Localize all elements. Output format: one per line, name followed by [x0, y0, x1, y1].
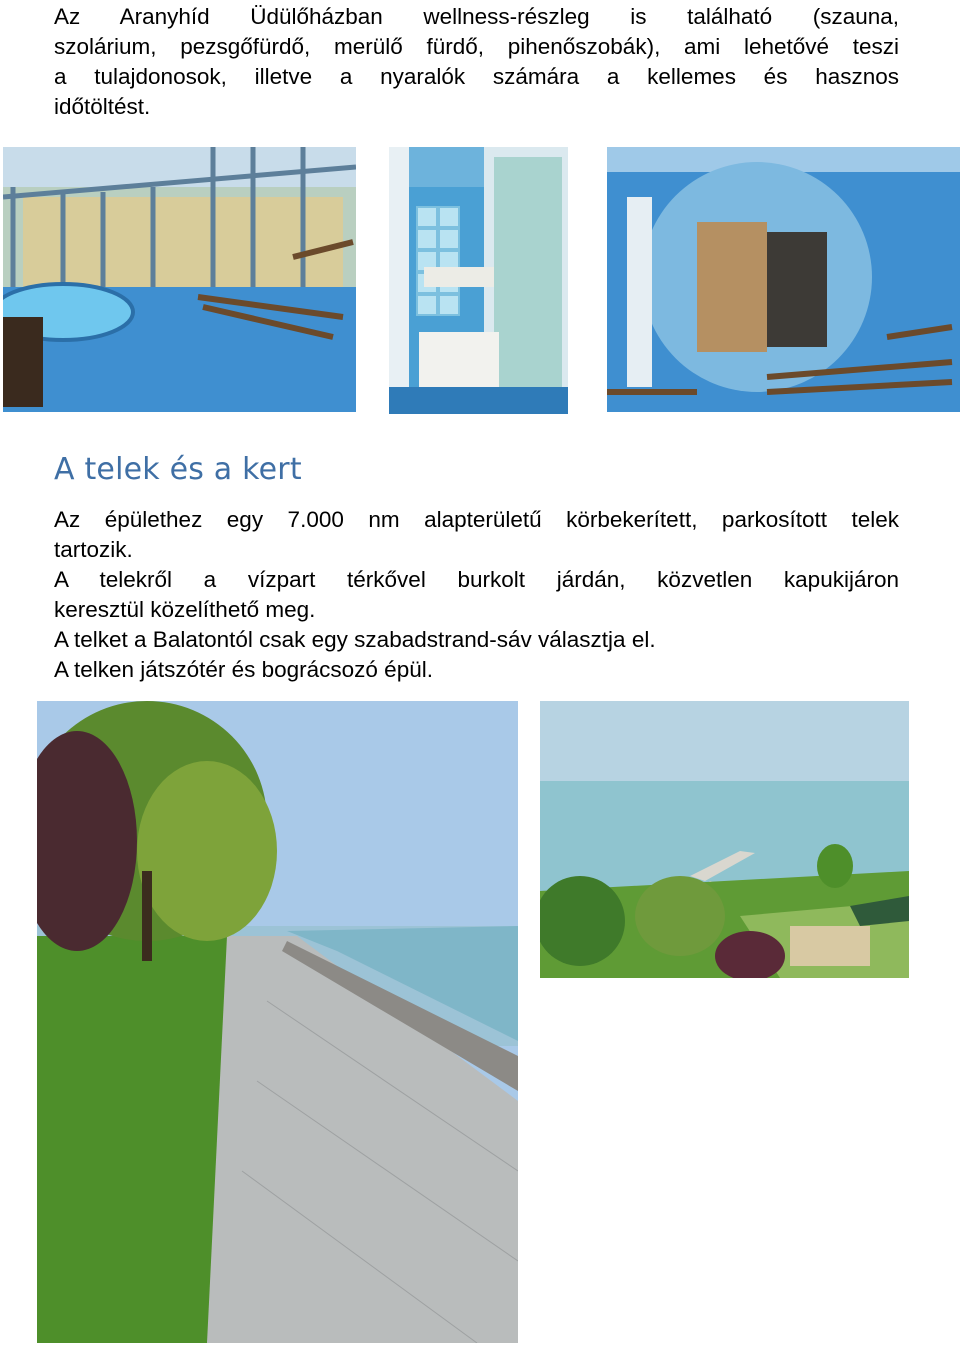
intro-line: időtöltést. — [54, 94, 151, 119]
access-line: A telekről a vízpart térkővel burkolt járdán, közvetlen kapukijáron — [54, 567, 899, 592]
intro-paragraph — [54, 2, 899, 122]
plot-line: Az épülethez egy 7.000 nm alapterületű körbekerített, parkosított telek — [54, 507, 899, 532]
photo-lake-aerial — [540, 701, 909, 978]
beach-paragraph: A telket a Balatontól csak egy szabadstrand-sáv választja el. — [54, 627, 656, 652]
intro-line: szolárium, pezsgőfürdő, merülő fürdő, pihenőszobák), ami lehetővé teszi — [54, 34, 899, 59]
access-line: keresztül közelíthető meg. — [54, 597, 316, 622]
plot-line: tartozik. — [54, 537, 133, 562]
intro-line: Az Aranyhíd Üdülőházban wellness-részleg is található (szauna, — [54, 4, 899, 29]
playground-paragraph: A telken játszótér és bográcsozó épül. — [54, 657, 433, 682]
intro-line: a tulajdonosok, illetve a nyaralók számára a kellemes és hasznos — [54, 64, 899, 89]
photo-indoor-pool — [3, 147, 356, 412]
section-heading: A telek és a kert — [54, 452, 302, 487]
photo-lakeside-promenade — [37, 701, 518, 1343]
photo-sauna-arch — [607, 147, 960, 412]
plot-paragraph — [54, 505, 899, 565]
photo-solarium — [389, 147, 568, 414]
access-paragraph — [54, 565, 899, 625]
